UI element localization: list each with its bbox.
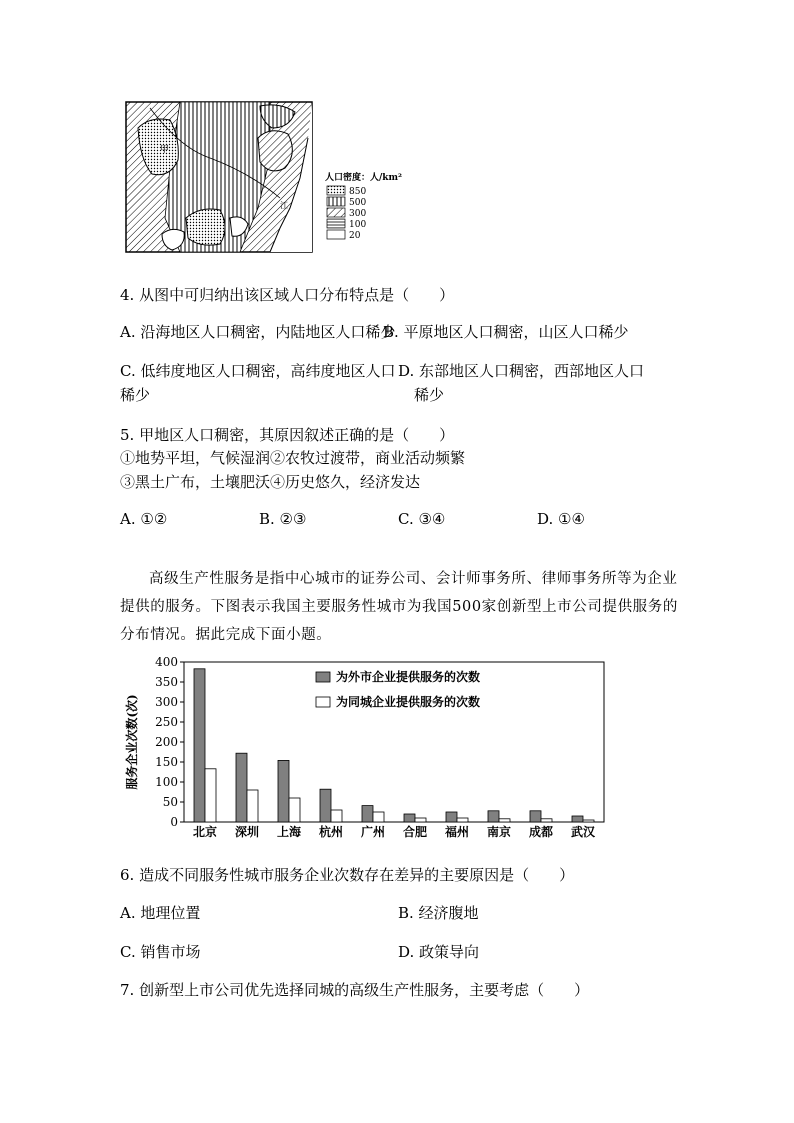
y-tick-label: 50 bbox=[162, 795, 178, 809]
q5-option-c[interactable]: C. ③④ bbox=[398, 510, 446, 528]
q7-stem: 7. 创新型上市公司优先选择同城的高级生产性服务，主要考虑（ ） bbox=[120, 981, 590, 999]
x-category-label: 广州 bbox=[360, 825, 386, 839]
q5-statements-line2: ③黑土广布，土壤肥沃④历史悠久，经济发达 bbox=[120, 473, 421, 491]
q4-stem: 4. 从图中可归纳出该区域人口分布特点是（ ） bbox=[120, 286, 455, 304]
legend-swatch bbox=[316, 672, 330, 682]
bar-same-city bbox=[205, 769, 216, 822]
y-tick-label: 300 bbox=[155, 695, 178, 709]
x-category-label: 杭州 bbox=[318, 825, 344, 839]
bar-same-city bbox=[583, 820, 594, 822]
x-category-label: 北京 bbox=[192, 825, 218, 839]
q6-option-c[interactable]: C. 销售市场 bbox=[120, 943, 201, 961]
q4-option-c-line2[interactable]: 稀少 bbox=[120, 386, 151, 404]
x-category-label: 合肥 bbox=[402, 825, 428, 839]
bar-same-city bbox=[373, 812, 384, 822]
y-tick-label: 150 bbox=[155, 755, 178, 769]
x-category-label: 成都 bbox=[528, 825, 554, 839]
y-tick-label: 400 bbox=[155, 655, 178, 669]
bar-same-city bbox=[331, 810, 342, 822]
q5-option-a[interactable]: A. ①② bbox=[120, 510, 168, 528]
x-category-label: 南京 bbox=[486, 825, 512, 839]
q4-option-a[interactable]: A. 沿海地区人口稠密，内陆地区人口稀少 bbox=[120, 323, 396, 341]
q6-option-d[interactable]: D. 政策导向 bbox=[398, 943, 480, 961]
material-paragraph: 高级生产性服务是指中心城市的证券公司、会计师事务所、律师事务所等为企业提供的服务。下图表示我国主要服务性城市为我国500家创新型上市公司提供服务的分布情况。据此完成下面小题。 bbox=[120, 571, 678, 643]
q5-statements-line1: ①地势平坦，气候湿润②农牧过渡带，商业活动频繁 bbox=[120, 449, 466, 467]
bar-other-city bbox=[446, 812, 457, 822]
y-tick-label: 0 bbox=[170, 815, 178, 829]
bar-other-city bbox=[194, 669, 205, 822]
legend-label: 为外市企业提供服务的次数 bbox=[336, 670, 481, 684]
legend-value-850: 850 bbox=[349, 187, 367, 197]
map-label-jia: 甲 bbox=[160, 145, 170, 155]
legend-value-20: 20 bbox=[349, 231, 361, 241]
q5-option-b[interactable]: B. ②③ bbox=[259, 510, 307, 528]
map-legend-title: 人口密度：人/km² bbox=[325, 173, 402, 183]
map-label-jiang: 江 bbox=[280, 201, 288, 210]
y-tick-label: 250 bbox=[155, 715, 178, 729]
x-category-label: 福州 bbox=[444, 825, 470, 839]
q6-stem: 6. 造成不同服务性城市服务企业次数存在差异的主要原因是（ ） bbox=[120, 866, 575, 884]
bar-other-city bbox=[236, 753, 247, 822]
legend-value-300: 300 bbox=[349, 209, 367, 219]
legend-swatch bbox=[316, 697, 330, 707]
bar-same-city bbox=[541, 819, 552, 822]
q4-option-d-line2[interactable]: 稀少 bbox=[414, 386, 445, 404]
bar-other-city bbox=[404, 814, 415, 822]
x-category-label: 深圳 bbox=[234, 825, 260, 839]
bar-other-city bbox=[530, 811, 541, 822]
y-axis-label: 服务企业次数(次) bbox=[125, 694, 139, 790]
bar-other-city bbox=[278, 760, 289, 822]
legend-value-500: 500 bbox=[349, 198, 367, 208]
bar-other-city bbox=[320, 789, 331, 822]
q5-stem: 5. 甲地区人口稠密，其原因叙述正确的是（ ） bbox=[120, 426, 455, 444]
q5-option-d[interactable]: D. ①④ bbox=[537, 510, 585, 528]
bar-same-city bbox=[499, 819, 510, 822]
y-tick-label: 350 bbox=[155, 675, 178, 689]
q4-option-d-line1[interactable]: D. 东部地区人口稠密，西部地区人口 bbox=[398, 362, 645, 380]
bar-other-city bbox=[488, 811, 499, 822]
x-category-label: 武汉 bbox=[570, 825, 596, 839]
legend-label: 为同城企业提供服务的次数 bbox=[336, 695, 481, 709]
q6-option-b[interactable]: B. 经济腹地 bbox=[398, 904, 479, 922]
q4-option-c-line1[interactable]: C. 低纬度地区人口稠密，高纬度地区人口 bbox=[120, 362, 396, 380]
bar-same-city bbox=[415, 818, 426, 822]
q4-option-b[interactable]: B. 平原地区人口稠密，山区人口稀少 bbox=[383, 323, 629, 341]
bar-same-city bbox=[457, 818, 468, 822]
bar-other-city bbox=[572, 816, 583, 822]
legend-value-100: 100 bbox=[349, 220, 367, 230]
bar-other-city bbox=[362, 806, 373, 822]
q6-option-a[interactable]: A. 地理位置 bbox=[120, 904, 201, 922]
y-tick-label: 200 bbox=[155, 735, 178, 749]
bar-same-city bbox=[289, 798, 300, 822]
population-density-map bbox=[120, 98, 430, 258]
y-tick-label: 100 bbox=[155, 775, 178, 789]
x-category-label: 上海 bbox=[276, 825, 302, 839]
service-bar-chart bbox=[120, 652, 620, 844]
bar-same-city bbox=[247, 790, 258, 822]
